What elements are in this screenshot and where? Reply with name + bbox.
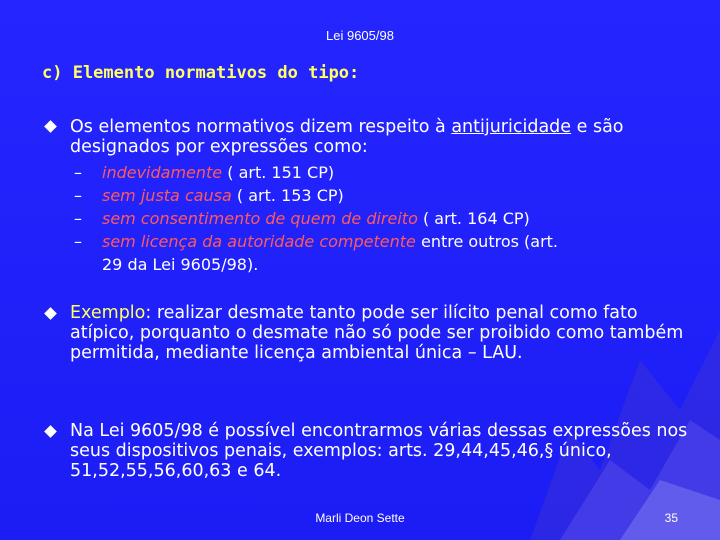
sub-item-1-italic: indevidamente — [102, 163, 223, 182]
sub-item-2-italic: sem justa causa — [102, 186, 232, 205]
sub-item-1 — [74, 163, 334, 182]
mountains-decoration — [530, 240, 720, 540]
sub-item-4 — [74, 232, 558, 251]
bullet-1-post: e são designados por expressões como: — [70, 117, 624, 157]
bullet-2-label: Exemplo — [70, 303, 146, 323]
sub-item-3-rest: ( art. 164 CP) — [417, 209, 530, 228]
sub-item-4-rest: entre outros (art. — [415, 232, 559, 251]
bullet-1-pre: Os elementos normativos dizem respeito à — [70, 117, 452, 137]
sub-item-3 — [74, 209, 530, 228]
bullet-2-body: : realizar desmate tanto pode ser ilícito penal como fato atípico, porquanto o desmate não só pode ser proibido como também permitida, mediante licença ambiental única – LAU. — [70, 303, 684, 363]
page-number: 35 — [664, 511, 678, 525]
slide-header: Lei 9605/98 — [326, 28, 394, 43]
sub-item-3-italic: sem consentimento de quem de direito — [102, 209, 418, 228]
sub-item-2-rest: ( art. 153 CP) — [231, 186, 344, 205]
bullet-1-underlined: antijuricidade — [451, 117, 572, 137]
sub-item-4-continuation: 29 da Lei 9605/98). — [102, 255, 259, 274]
dash: – — [74, 232, 82, 251]
sub-item-1-rest: ( art. 151 CP) — [222, 163, 335, 182]
dash: – — [74, 186, 82, 205]
bullet-1-text — [70, 117, 690, 157]
diamond-bullet-icon — [42, 305, 58, 321]
slide-footer: Marli Deon Sette — [315, 511, 405, 525]
dash: – — [74, 209, 82, 228]
slide-title: c) Elemento normativos do tipo: — [42, 63, 360, 83]
diamond-bullet-icon — [42, 118, 58, 134]
diamond-bullet-icon — [42, 423, 58, 439]
bullet-2-text — [70, 303, 690, 363]
dash: – — [74, 163, 82, 182]
bullet-3-text: Na Lei 9605/98 é possível encontrarmos várias dessas expressões nos seus dispositivos penais, exemplos: arts. 29,44,45,46,§ único, 51,52,55,56,60,63 e 64. — [70, 421, 688, 481]
sub-item-2 — [74, 186, 344, 205]
sub-item-4-italic: sem licença da autoridade competente — [102, 232, 416, 251]
